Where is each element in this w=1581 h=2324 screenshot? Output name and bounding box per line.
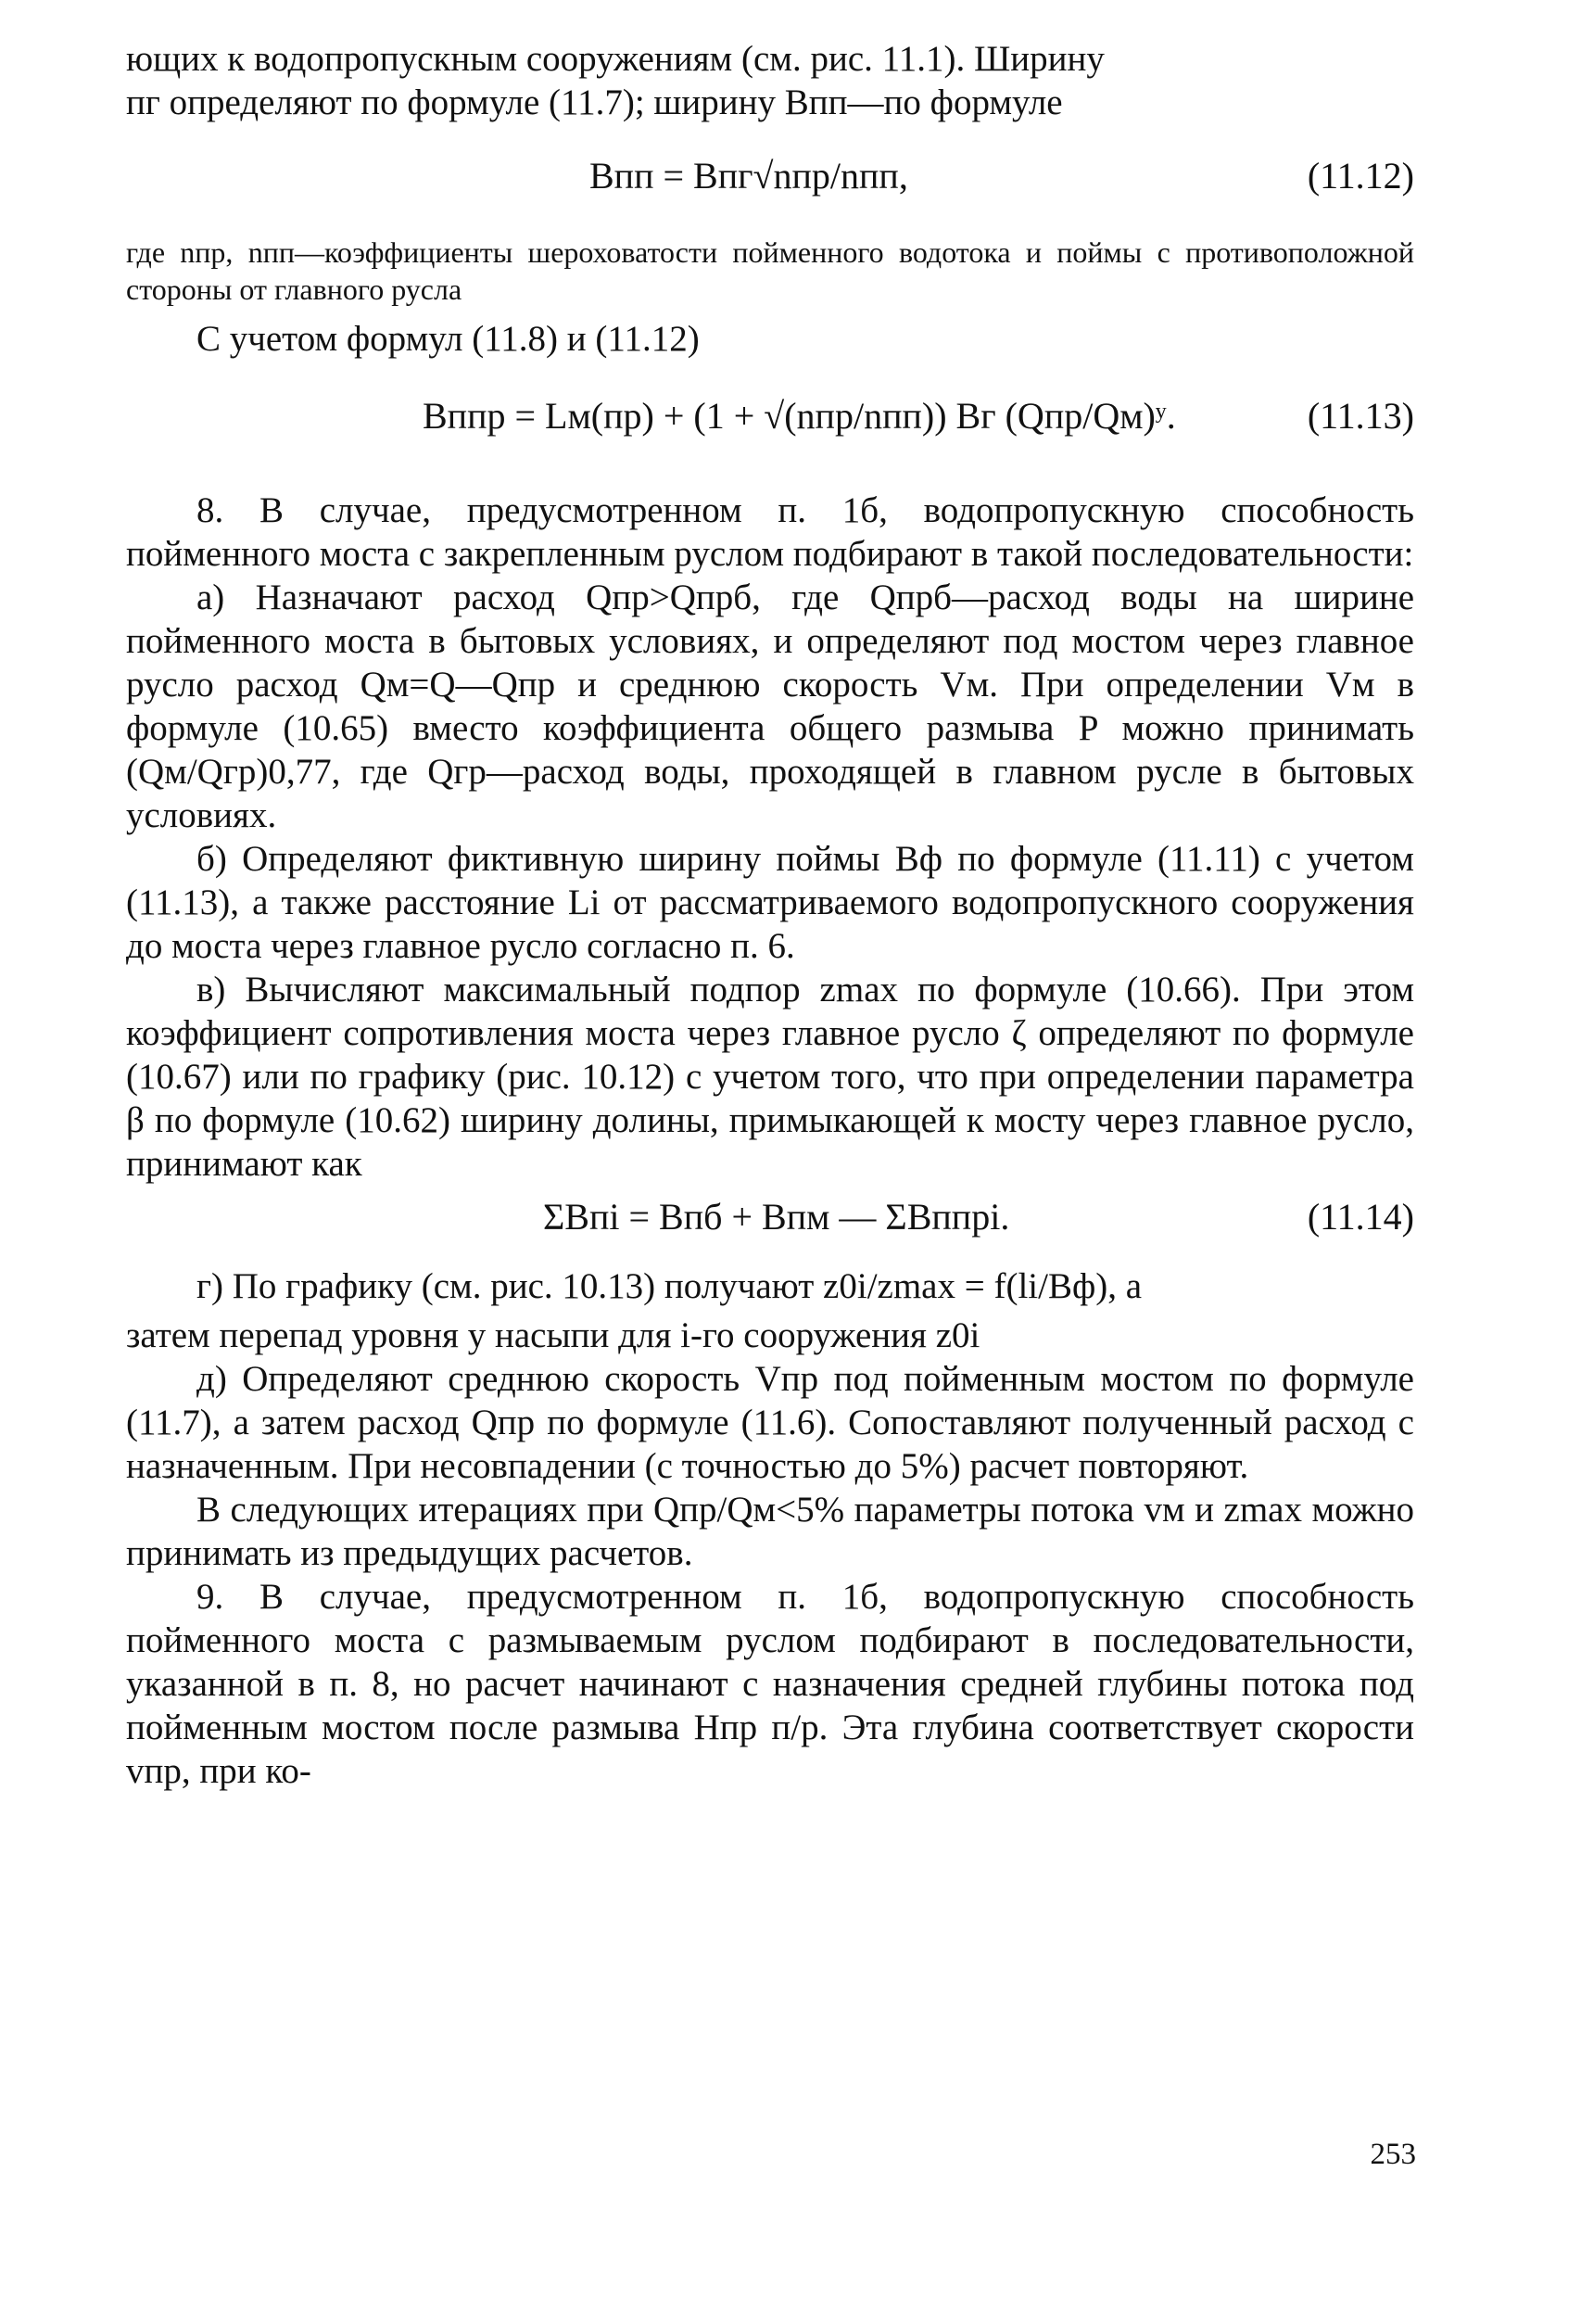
equation-11-14: [126, 1189, 1414, 1247]
paragraph-8g-line1: г) По графику (см. рис. 10.13) получают z0i/zmax = f(li/Bф), а: [196, 1266, 1143, 1306]
paragraph-8: 8. В случае, предусмотренном п. 1б, водопропускную способность пойменного моста с закрепленным руслом подбирают в такой последовательности:: [126, 490, 1414, 574]
equation-11-13: [126, 366, 1414, 468]
paragraph-with-formulas: С учетом формул (11.8) и (11.12): [196, 319, 700, 359]
equation-11-12: [126, 146, 1414, 213]
paragraph-8a: а) Назначают расход Qпр>Qпрб, где Qпрб—расход воды на ширине пойменного моста в бытовых условиях, и определяют под мостом через главное русло расход Qм=Q—Qпр и среднюю скорость Vм. При определении Vм в формуле (10.65) вместо коэффициента общего размыва P можно принимать (Qм/Qгр)0,77, где Qгр—расход воды, проходящей в главном русле в бытовых условиях.: [126, 578, 1414, 835]
paragraph-8v: в) Вычисляют максимальный подпор zmax по формуле (10.66). При этом коэффициент сопротивления моста через главное русло ζ определяют по формуле (10.67) или по графику (рис. 10.12) с учетом того, что при определении параметра β по формуле (10.62) ширину долины, примыкающей к мосту через главное русло, принимают как: [126, 970, 1414, 1184]
paragraph-8b: б) Определяют фиктивную ширину поймы Bф по формуле (11.11) с учетом (11.13), а также расстояние Li от рассматриваемого водопропускного сооружения до моста через главное русло согласно п. 6.: [126, 839, 1414, 966]
paragraph-8g-line2: затем перепад уровня у насыпи для i-го сооружения z0i: [126, 1315, 980, 1355]
text-line-1: ющих к водопропускным сооружениям (см. рис. 11.1). Ширину: [126, 39, 1105, 79]
page-body: [126, 37, 1414, 1793]
paragraph-where: где nпр, nпп—коэффициенты шероховатости пойменного водотока и поймы с противоположной стороны от главного русла: [126, 235, 1414, 306]
paragraph-8d: д) Определяют среднюю скорость Vпр под пойменным мостом по формуле (11.7), а затем расход Qпр по формуле (11.6). Сопоставляют полученный расход с назначенным. При несовпадении (с точностью до 5%) расчет повторяют.: [126, 1359, 1414, 1486]
equation-11-13-number: (11.13): [1307, 395, 1414, 437]
equation-11-13-expr: Bппр = Lм(пр) + (1 + √(nпр/nпп)) Bг (Qпр/Qм)ʸ.: [423, 395, 1176, 437]
equation-11-12-number: (11.12): [1307, 155, 1414, 197]
paragraph-9: 9. В случае, предусмотренном п. 1б, водопропускную способность пойменного моста с размываемым руслом подбирают в последовательности, указанной в п. 8, но расчет начинают с назначения средней глубины потока под пойменным мостом после размыва Hпр п/р. Эта глубина соответствует скорости vпр, при ко-: [126, 1577, 1414, 1791]
equation-11-14-expr: ΣBпi = Bпб + Bпм — ΣBппрi.: [543, 1196, 1010, 1238]
page-number: 253: [1370, 2138, 1416, 2171]
equation-11-12-expr: Bпп = Bпг√nпр/nпп,: [589, 155, 908, 197]
text-line-2: пг определяют по формуле (11.7); ширину Bпп—по формуле: [126, 83, 1063, 122]
equation-11-14-number: (11.14): [1307, 1196, 1414, 1238]
paragraph-iterations: В следующих итерациях при Qпр/Qм<5% параметры потока vм и zmax можно принимать из предыдущих расчетов.: [126, 1490, 1414, 1573]
